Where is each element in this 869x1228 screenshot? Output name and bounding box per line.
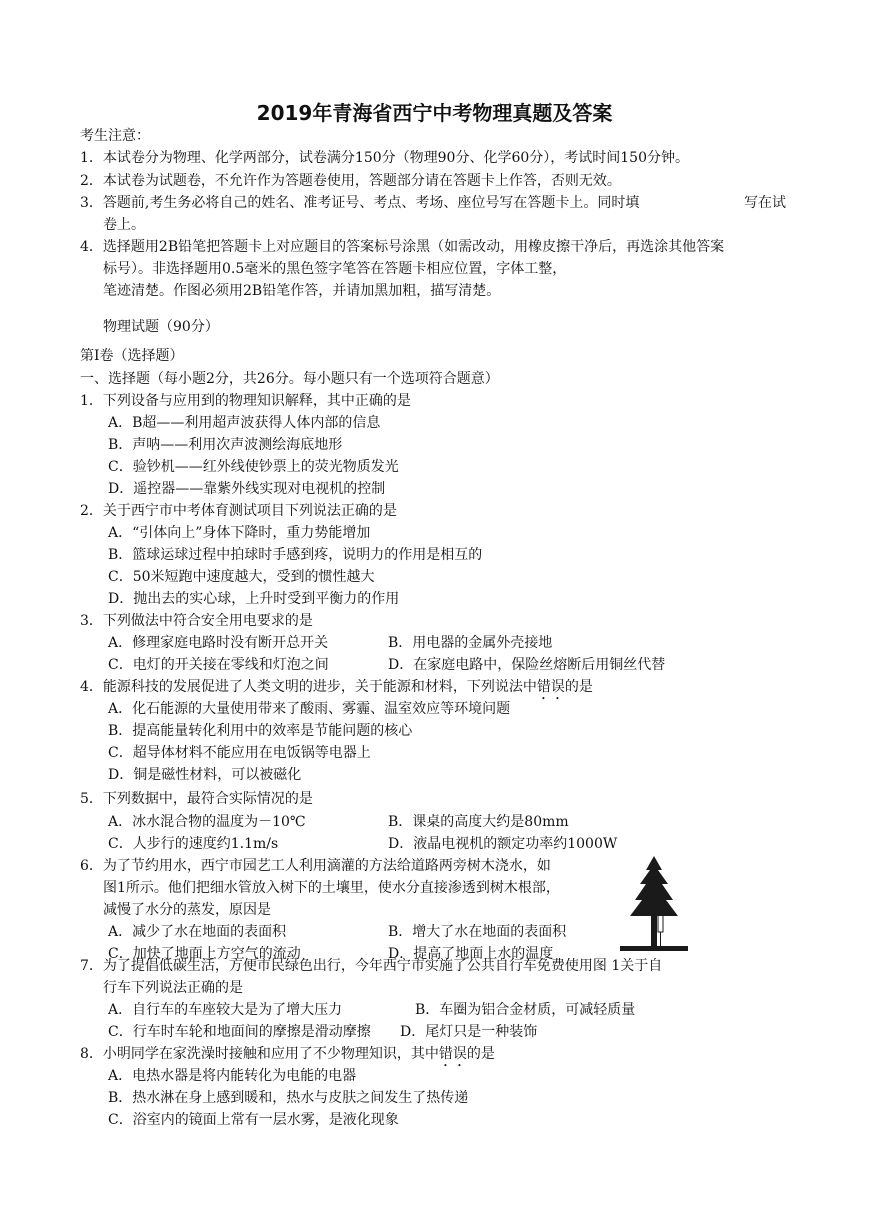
q7-stem-line2: 行车下列说法正确的是 xyxy=(103,980,243,996)
q4-option-a: A．化石能源的大量使用带来了酸雨、雾霾、温室效应等环境问题 xyxy=(108,701,511,717)
notice-item-4-cont: 标号）。非选择题用0.5毫米的黑色签字笔答在答题卡相应位置，字体工整， xyxy=(103,261,567,277)
notice-item-1: 1．本试卷分为物理、化学两部分，试卷满分150分（物理90分、化学60分），考试时间150分钟。 xyxy=(80,150,689,166)
q3-option-d: D．在家庭电路中，保险丝熔断后用铜丝代替 xyxy=(388,657,666,673)
q5-option-c: C．人步行的速度约1.1m/s xyxy=(108,836,279,852)
q1-stem: 1．下列设备与应用到的物理知识解释，其中正确的是 xyxy=(80,393,411,409)
q8-option-b: B．热水淋在身上感到暖和，热水与皮肤之间发生了热传递 xyxy=(108,1090,469,1106)
q7-option-b: B．车圈为铝合金材质，可减轻质量 xyxy=(415,1002,636,1018)
q3-stem: 3．下列做法中符合安全用电要求的是 xyxy=(80,613,313,629)
q1-option-a: A．B超——利用超声波获得人体内部的信息 xyxy=(108,415,381,431)
q1-option-b: B．声呐——利用次声波测绘海底地形 xyxy=(108,437,343,453)
q5-stem: 5．下列数据中，最符合实际情况的是 xyxy=(80,791,313,807)
q6-option-c: C．加快了地面上方空气的流动 xyxy=(108,946,301,962)
q6-stem-line1: 6．为了节约用水，西宁市园艺工人利用滴灌的方法给道路两旁树木浇水，如 xyxy=(80,858,551,874)
q1-option-c: C．验钞机——红外线使钞票上的荧光物质发光 xyxy=(108,459,399,475)
q8-stem-pre: 8．小明同学在家洗澡时接触和应用了不少物理知识，其中 xyxy=(80,1046,439,1062)
notice-item-3-tail: 写在试 xyxy=(744,195,786,211)
q5-option-a: A．冰水混合物的温度为－10℃ xyxy=(108,814,306,830)
q7-option-a: A．自行车的车座较大是为了增大压力 xyxy=(108,1002,343,1018)
q7-stem-post: 关于自 xyxy=(620,958,663,974)
q1-option-d: D．遥控器——靠紫外线实现对电视机的控制 xyxy=(108,481,386,497)
q2-option-a: A．“引体向上”身体下降时，重力势能增加 xyxy=(108,525,371,541)
q4-option-c: C．超导体材料不能应用在电饭锅等电器上 xyxy=(108,745,371,761)
notice-item-4-cont2: 笔迹清楚。作图必须用2B铅笔作答，并请加黑加粗，描写清楚。 xyxy=(103,283,501,299)
notice-item-3-cont: 卷上。 xyxy=(103,217,145,233)
q3-option-a: A．修理家庭电路时没有断开总开关 xyxy=(108,635,329,651)
notice-item-3: 3．答题前,考生务必将自己的姓名、准考证号、考点、考场、座位号写在答题卡上。同时填 xyxy=(80,195,640,211)
q4-stem-post: 的是 xyxy=(564,679,593,695)
q4-stem-pre: 4．能源科技的发展促进了人类文明的进步，关于能源和材料，下列说法中 xyxy=(80,679,537,695)
q5-option-b: B．课桌的高度大约是80mm xyxy=(388,814,569,830)
q6-stem-line2: 图1所示。他们把细水管放入树下的土壤里，使水分直接渗透到树木根部， xyxy=(103,880,560,896)
notice-item-2: 2．本试卷为试题卷，不允许作为答题卷使用，答题部分请在答题卡上作答，否则无效。 xyxy=(80,173,621,189)
q5-option-d: D．液晶电视机的额定功率约1000W xyxy=(388,836,618,852)
q3-option-b: B．用电器的金属外壳接地 xyxy=(388,635,553,651)
q8-option-a: A．电热水器是将内能转化为电能的电器 xyxy=(108,1068,357,1084)
q6-option-b: B．增大了水在地面的表面积 xyxy=(388,924,567,940)
figure-1-label: 图 1 xyxy=(592,958,621,974)
figure-1-tree-illustration xyxy=(618,854,690,954)
q2-option-d: D．抛出去的实心球，上升时受到平衡力的作用 xyxy=(108,591,400,607)
q4-option-b: B．提高能量转化利用中的效率是节能问题的核心 xyxy=(108,723,413,739)
q4-stem-emphasis: 错误 xyxy=(536,679,565,695)
q7-option-d: D．尾灯只是一种装饰 xyxy=(400,1024,538,1040)
q2-option-b: B．篮球运球过程中拍球时手感到疼，说明力的作用是相互的 xyxy=(108,547,483,563)
q8-stem-emphasis: 错误 xyxy=(438,1046,467,1062)
section-part1: 第Ⅰ卷（选择题） xyxy=(80,348,184,364)
notice-item-4: 4．选择题用2B铅笔把答题卡上对应题目的答案标号涂黑（如需改动，用橡皮擦干净后，再选涂其他答案 xyxy=(80,239,725,255)
q8-option-c: C．浴室内的镜面上常有一层水雾，是液化现象 xyxy=(108,1112,399,1128)
q7-option-c: C．行车时车轮和地面间的摩擦是滑动摩擦 xyxy=(108,1024,371,1040)
q2-stem: 2．关于西宁市中考体育测试项目下列说法正确的是 xyxy=(80,503,397,519)
notice-heading: 考生注意： xyxy=(80,128,150,144)
q3-option-c: C．电灯的开关接在零线和灯泡之间 xyxy=(108,657,329,673)
section-physics: 物理试题（90分） xyxy=(103,319,219,335)
q4-option-d: D．铜是磁性材料，可以被磁化 xyxy=(108,767,302,783)
q8-stem-post: 的是 xyxy=(466,1046,495,1062)
q7-stem-pre: 7．为了提倡低碳生活，方便市民绿色出行，今年西宁市实施了公共自行车免费使用 xyxy=(80,958,593,974)
q6-option-d: D．提高了地面上水的温度 xyxy=(388,946,554,962)
section-instructions: 一、选择题（每小题2分，共26分。每小题只有一个选项符合题意） xyxy=(80,371,499,387)
q6-option-a: A．减少了水在地面的表面积 xyxy=(108,924,287,940)
page-title: 2019年青海省西宁中考物理真题及答案 xyxy=(256,101,613,125)
q7-stem-line1 xyxy=(80,956,662,978)
q2-option-c: C．50米短跑中速度越大，受到的惯性越大 xyxy=(108,569,375,585)
q6-stem-line3: 减慢了水分的蒸发，原因是 xyxy=(103,902,271,918)
